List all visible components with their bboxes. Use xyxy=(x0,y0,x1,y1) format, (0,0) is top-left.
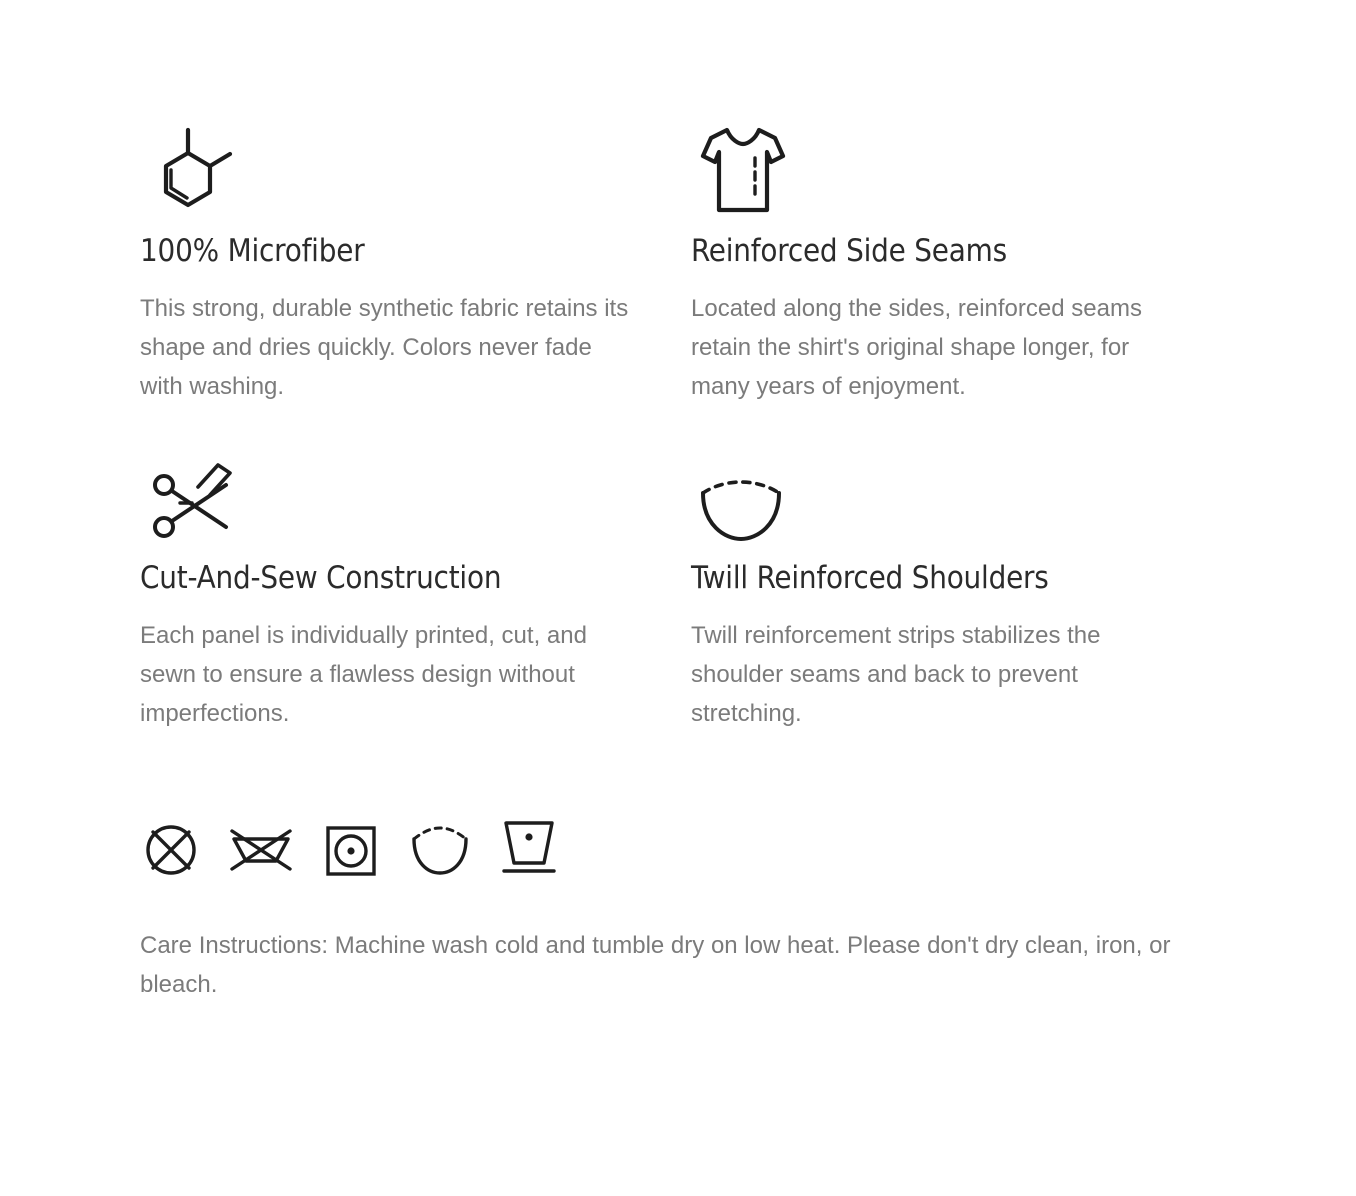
feature-title: Cut-And-Sew Construction xyxy=(140,559,502,596)
care-instructions-text: Care Instructions: Machine wash cold and tumble dry on low heat. Please don't dry clean, iron, or bleach. xyxy=(140,932,1171,999)
molecule-icon xyxy=(140,120,640,220)
features-grid xyxy=(140,120,1216,733)
tshirt-side-seam-icon xyxy=(691,120,1191,220)
feature-item-microfiber xyxy=(140,120,640,407)
feature-title: Twill Reinforced Shoulders xyxy=(691,559,1049,596)
twill-shoulder-icon xyxy=(691,447,1191,547)
machine-wash-cold-icon xyxy=(498,815,560,881)
feature-description: Each panel is individually printed, cut, and sewn to ensure a flawless design without imperfections. xyxy=(140,621,587,727)
no-dry-clean-icon xyxy=(140,819,202,881)
feature-item-side-seams xyxy=(691,120,1191,407)
no-wring-icon xyxy=(226,819,296,881)
tumble-dry-low-icon xyxy=(320,819,382,881)
feature-item-cut-and-sew xyxy=(140,447,640,734)
care-symbols-row xyxy=(140,811,1216,881)
feature-title: Reinforced Side Seams xyxy=(691,233,1007,269)
feature-title: 100% Microfiber xyxy=(140,233,365,269)
scissors-icon xyxy=(140,447,640,547)
feature-item-twill-shoulders xyxy=(691,447,1191,734)
feature-description: Twill reinforcement strips stabilizes the shoulder seams and back to prevent stretching. xyxy=(691,621,1101,727)
feature-description: Located along the sides, reinforced seams retain the shirt's original shape longer, for many years of enjoyment. xyxy=(691,295,1142,400)
care-instructions-section xyxy=(140,811,1216,1005)
no-iron-icon xyxy=(406,823,474,881)
feature-description: This strong, durable synthetic fabric retains its shape and dries quickly. Colors never fade with washing. xyxy=(140,295,629,400)
